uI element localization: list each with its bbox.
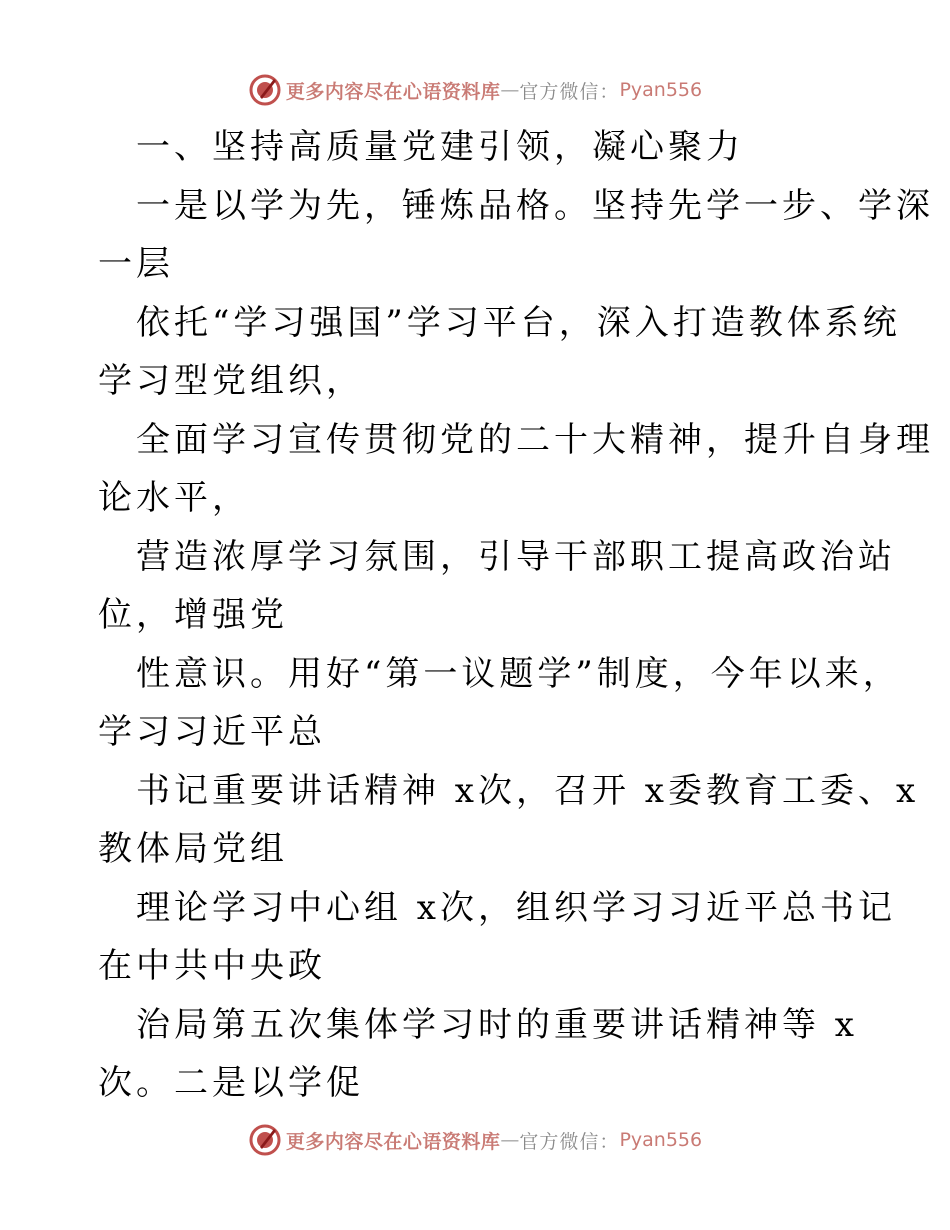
pen-logo-icon bbox=[248, 73, 282, 107]
text-line: 治局第五次集体学习时的重要讲话精神等 x bbox=[136, 1004, 858, 1045]
text-line: 论水平， bbox=[98, 478, 250, 518]
watermark-text: 更多内容尽在心语资料库 bbox=[285, 1130, 501, 1153]
watermark-separator: — bbox=[500, 79, 520, 101]
text-line: 位，增强党 bbox=[98, 595, 288, 635]
watermark-text: 更多内容尽在心语资料库 bbox=[285, 80, 501, 103]
header-watermark bbox=[0, 70, 950, 110]
text-line: 性意识。用好“第一议题学”制度，今年以来， bbox=[136, 653, 901, 694]
pen-logo-icon bbox=[248, 1123, 282, 1157]
watermark-account-label: 官方微信： bbox=[519, 80, 620, 103]
text-line: 一层 bbox=[98, 244, 174, 284]
section-heading: 一、坚持高质量党建引领，凝心聚力 bbox=[136, 127, 744, 167]
text-line: 依托“学习强国”学习平台，深入打造教体系统 bbox=[136, 302, 901, 343]
text-line: 一是以学为先，锤炼品格。坚持先学一步、学深 bbox=[136, 185, 934, 226]
text-line: 全面学习宣传贯彻党的二十大精神，提升自身理 bbox=[136, 419, 934, 460]
text-line: 理论学习中心组 x次，组织学习习近平总书记 bbox=[136, 887, 896, 928]
document-body bbox=[98, 118, 934, 1113]
text-line: 学习习近平总 bbox=[98, 712, 326, 752]
text-line: 在中共中央政 bbox=[98, 946, 326, 986]
text-line: 书记重要讲话精神 x次，召开 x委教育工委、x bbox=[136, 770, 920, 811]
text-line: 学习型党组织， bbox=[98, 361, 364, 401]
watermark-separator: — bbox=[500, 1129, 520, 1151]
text-line: 教体局党组 bbox=[98, 829, 288, 869]
watermark-account: Pyan556 bbox=[619, 1129, 703, 1151]
footer-watermark bbox=[0, 1120, 950, 1160]
watermark-account: Pyan556 bbox=[619, 79, 703, 101]
watermark-account-label: 官方微信： bbox=[519, 1130, 620, 1153]
text-line: 次。二是以学促 bbox=[98, 1063, 364, 1103]
text-line: 营造浓厚学习氛围，引导干部职工提高政治站 bbox=[136, 536, 896, 577]
